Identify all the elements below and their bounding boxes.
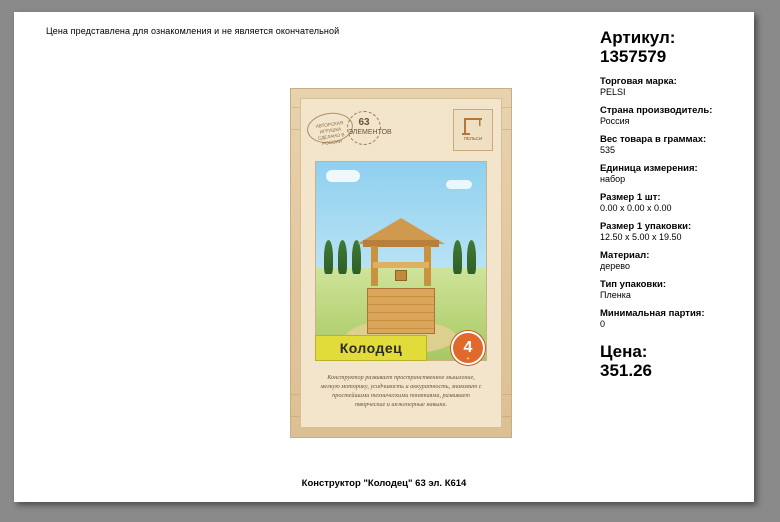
spec-row <box>600 105 760 127</box>
document-page <box>14 12 754 502</box>
brand-postmark-label: ПЕЛЬСИ <box>463 136 483 141</box>
price-disclaimer: Цена представлена для ознакомления и не является окончательной <box>46 26 340 36</box>
spec-value: 0 <box>600 319 606 329</box>
spec-row <box>600 279 760 301</box>
spec-key: Размер 1 шт: <box>600 192 661 203</box>
spec-value: Россия <box>600 116 630 126</box>
sku-value: 1357579 <box>600 47 667 66</box>
elements-count-stamp <box>347 111 392 145</box>
bucket-icon <box>395 270 407 281</box>
price-label: Цена: <box>600 342 648 361</box>
package-description: Конструктор развивает пространственное мышление, мелкую моторику, усидчивость и аккуратность, знакомит с простейшими техническими понятиями, развивает творческие и инженерные навыки. <box>320 374 482 408</box>
spec-row <box>600 308 760 330</box>
spec-key: Материал: <box>600 250 650 261</box>
age-badge-value: 4 <box>463 339 473 356</box>
sku-label: Артикул: <box>600 28 676 47</box>
product-caption: Конструктор "Колодец" 63 эл. К614 <box>301 478 467 489</box>
spec-key: Торговая марка: <box>600 76 677 87</box>
spec-key: Минимальная партия: <box>600 308 705 319</box>
tree-icon <box>453 240 462 274</box>
spec-row <box>600 134 760 156</box>
spec-key: Вес товара в граммах: <box>600 134 707 145</box>
spec-row <box>600 163 760 185</box>
tree-icon <box>338 240 347 274</box>
cloud-icon-2 <box>446 180 472 189</box>
spec-value: 0.00 x 0.00 x 0.00 <box>600 203 672 213</box>
brand-postmark <box>453 109 493 151</box>
spec-value: Пленка <box>600 290 631 300</box>
crane-icon <box>460 114 488 136</box>
wooden-well-illustration <box>357 218 445 334</box>
package-box-face <box>300 98 502 428</box>
spec-value: 12.50 x 5.00 x 19.50 <box>600 232 682 242</box>
spec-value: набор <box>600 174 626 184</box>
spec-key: Страна производитель: <box>600 105 713 116</box>
spec-row <box>600 221 760 243</box>
package-title: Колодец <box>315 335 427 361</box>
product-image <box>290 88 512 438</box>
spec-row <box>600 192 760 214</box>
spec-key: Тип упаковки: <box>600 279 666 290</box>
cloud-icon <box>326 170 360 182</box>
spec-key: Размер 1 упаковки: <box>600 221 692 232</box>
spec-value: 535 <box>600 145 616 155</box>
spec-row <box>600 250 760 272</box>
price-value: 351.26 <box>600 361 652 380</box>
spec-key: Единица измерения: <box>600 163 698 174</box>
age-badge-suffix: + <box>466 356 470 361</box>
tree-icon <box>324 240 333 274</box>
authors-toy-oval-stamp: АВТОРСКАЯ ИГРУШКА СДЕЛАНО В РОССИИ <box>305 110 355 146</box>
product-info-panel <box>600 28 760 380</box>
spec-row <box>600 76 760 98</box>
spec-value: PELSI <box>600 87 626 97</box>
tree-icon <box>467 240 476 274</box>
age-badge <box>451 331 485 365</box>
elements-count-label: ЭЛЕМЕНТОВ <box>348 129 392 136</box>
package-illustration <box>315 161 487 361</box>
package-box-frame <box>290 88 512 438</box>
elements-count-value: 63 <box>358 117 370 128</box>
spec-value: дерево <box>600 261 630 271</box>
